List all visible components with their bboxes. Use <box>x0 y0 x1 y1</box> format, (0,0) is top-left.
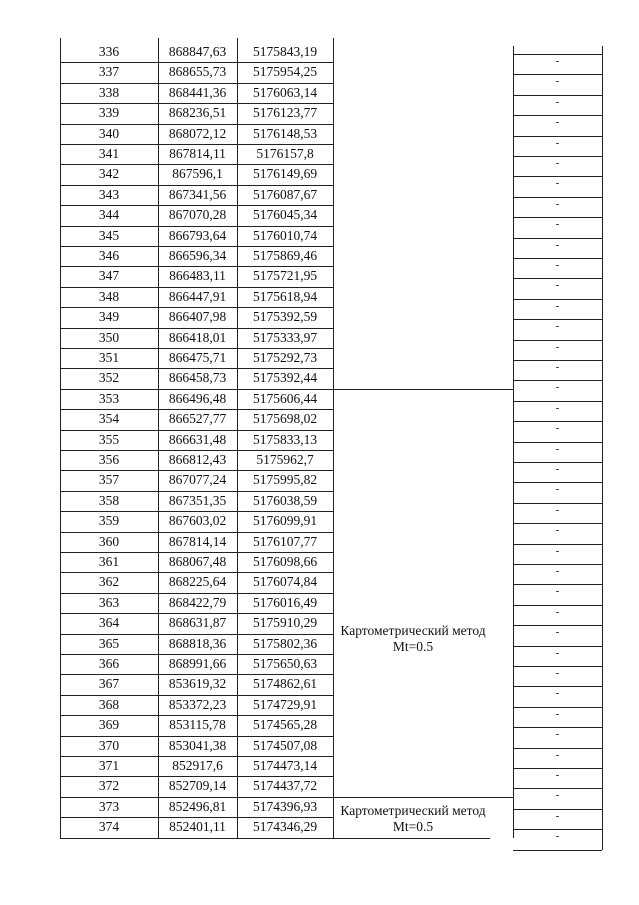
y-coordinate: 5174729,91 <box>252 696 318 712</box>
x-coordinate: 867814,11 <box>169 146 226 161</box>
x-coordinate: 866418,01 <box>168 329 227 345</box>
y-coordinate: 5176098,66 <box>252 554 318 569</box>
point-number: 374 <box>98 819 120 835</box>
dash-cell: - <box>555 524 560 537</box>
x-coordinate: 866631,48 <box>168 431 227 447</box>
method-name: Картометрический метод <box>340 802 486 818</box>
dash-cell: - <box>555 95 560 108</box>
point-number: 352 <box>98 370 120 386</box>
x-coordinate: 853372,23 <box>168 696 227 712</box>
dash-cell: - <box>555 769 560 781</box>
dash-cell: - <box>555 646 560 659</box>
x-coordinate: 867077,24 <box>168 472 227 488</box>
dash-cell: - <box>555 238 560 251</box>
x-coordinate: 853115,78 <box>169 717 226 733</box>
dash-cell: - <box>555 422 560 435</box>
y-coordinate: 5174862,61 <box>252 676 318 692</box>
y-coordinate: 5175802,36 <box>252 635 318 651</box>
x-coordinate: 868991,66 <box>168 656 227 671</box>
x-coordinate: 868236,51 <box>168 105 227 121</box>
x-coordinate: 852917,6 <box>172 758 223 773</box>
dash-cell: - <box>555 442 560 455</box>
point-number: 358 <box>98 492 120 508</box>
y-coordinate: 5176099,91 <box>252 513 318 529</box>
x-coordinate: 868225,64 <box>168 574 227 590</box>
y-coordinate: 5175650,63 <box>252 656 318 671</box>
point-number: 346 <box>98 248 120 263</box>
y-coordinate: 5176016,49 <box>252 594 318 610</box>
x-coordinate: 867070,28 <box>168 207 227 223</box>
point-number: 340 <box>98 125 120 141</box>
y-coordinate: 5174507,08 <box>252 737 318 753</box>
y-coordinate: 5176087,67 <box>252 186 318 202</box>
x-coordinate: 866812,43 <box>168 452 227 467</box>
row-rule <box>60 838 333 839</box>
x-coordinate: 868422,79 <box>168 594 227 610</box>
x-coordinate: 852496,81 <box>168 798 227 814</box>
x-coordinate: 853041,38 <box>168 737 227 753</box>
dash-cell: - <box>555 667 560 679</box>
y-coordinate: 5176107,77 <box>252 533 318 549</box>
dash-cell: - <box>555 789 560 802</box>
x-coordinate: 866447,91 <box>168 288 227 304</box>
point-number: 343 <box>98 186 120 202</box>
x-coordinate: 868067,48 <box>168 554 227 569</box>
y-coordinate: 5176148,53 <box>252 125 318 141</box>
method-name: Картометрический метод <box>340 623 486 639</box>
x-coordinate: 868818,36 <box>168 635 227 651</box>
y-coordinate: 5176010,74 <box>252 227 318 243</box>
point-number: 363 <box>98 594 120 610</box>
point-number: 367 <box>98 676 120 692</box>
method-block-rule <box>333 838 490 839</box>
vertical-rule <box>602 46 603 850</box>
y-coordinate: 5176074,84 <box>252 574 318 590</box>
dash-cell: - <box>555 748 560 761</box>
point-number: 351 <box>98 350 120 365</box>
accuracy-value: Mt=0.5 <box>392 818 434 834</box>
y-coordinate: 5176123,77 <box>252 105 318 121</box>
dash-cell: - <box>555 116 560 129</box>
dash-cell: - <box>555 320 560 333</box>
y-coordinate: 5176045,34 <box>252 207 318 223</box>
y-coordinate: 5175962,7 <box>256 452 314 467</box>
dash-cell: - <box>555 361 560 373</box>
method-note <box>333 623 493 655</box>
y-coordinate: 5175618,94 <box>252 288 318 304</box>
dash-cell: - <box>555 340 560 353</box>
point-number: 364 <box>98 615 120 631</box>
dash-cell: - <box>555 728 560 741</box>
point-number: 349 <box>98 309 120 325</box>
dash-cell: - <box>555 55 560 67</box>
y-coordinate: 5176063,14 <box>252 84 318 100</box>
x-coordinate: 866407,98 <box>168 309 227 325</box>
dash-cell: - <box>555 218 560 231</box>
point-number: 373 <box>98 798 120 814</box>
point-number: 360 <box>98 533 120 549</box>
y-coordinate: 5175333,97 <box>252 329 318 345</box>
y-coordinate: 5174346,29 <box>252 819 318 835</box>
x-coordinate: 866475,71 <box>168 350 227 365</box>
dash-cell: - <box>555 136 560 149</box>
y-coordinate: 5176149,69 <box>252 166 318 182</box>
point-number: 356 <box>98 452 120 467</box>
accuracy-value: Mt=0.5 <box>392 639 434 655</box>
dash-cell: - <box>555 585 560 598</box>
y-coordinate: 5175392,44 <box>252 370 318 386</box>
y-coordinate: 5175606,44 <box>252 390 318 406</box>
x-coordinate: 866793,64 <box>168 227 227 243</box>
x-coordinate: 867603,02 <box>168 513 227 529</box>
point-number: 370 <box>98 737 120 753</box>
dash-cell: - <box>555 259 560 271</box>
dash-cell: - <box>555 279 560 292</box>
y-coordinate: 5174565,28 <box>252 717 318 733</box>
dash-cell: - <box>555 830 560 843</box>
dash-cell: - <box>555 626 560 639</box>
point-number: 344 <box>98 207 120 223</box>
point-number: 366 <box>98 656 120 671</box>
x-coordinate: 866596,34 <box>168 248 227 263</box>
dash-cell: - <box>555 809 560 822</box>
dash-cell: - <box>555 197 560 210</box>
y-coordinate: 5175910,29 <box>252 615 318 631</box>
y-coordinate: 5175833,13 <box>252 431 318 447</box>
dash-cell: - <box>555 177 560 190</box>
x-coordinate: 867596,1 <box>172 166 223 182</box>
point-number: 371 <box>98 758 120 773</box>
y-coordinate: 5176157,8 <box>256 146 314 161</box>
method-note <box>333 803 493 835</box>
x-coordinate: 866527,77 <box>168 411 227 427</box>
dash-cell: - <box>555 75 560 88</box>
x-coordinate: 868072,12 <box>168 125 227 141</box>
point-number: 347 <box>98 268 120 284</box>
y-coordinate: 5174396,93 <box>252 798 318 814</box>
y-coordinate: 5175698,02 <box>252 411 318 427</box>
x-coordinate: 868847,63 <box>168 44 227 59</box>
x-coordinate: 853619,32 <box>168 676 227 692</box>
x-coordinate: 867341,56 <box>168 186 227 202</box>
dash-cell: - <box>555 483 560 496</box>
y-coordinate: 5175954,25 <box>252 64 318 80</box>
point-number: 338 <box>98 84 120 100</box>
y-coordinate: 5175292,73 <box>252 350 318 365</box>
point-number: 348 <box>98 288 120 304</box>
x-coordinate: 866458,73 <box>168 370 227 386</box>
vertical-rule <box>333 38 334 838</box>
point-number: 362 <box>98 574 120 590</box>
point-number: 355 <box>98 431 120 447</box>
dash-row-rule <box>513 850 602 851</box>
point-number: 359 <box>98 513 120 529</box>
dash-cell: - <box>555 299 560 312</box>
point-number: 368 <box>98 696 120 712</box>
point-number: 336 <box>98 44 120 59</box>
x-coordinate: 868655,73 <box>168 64 227 80</box>
dash-cell: - <box>555 463 560 475</box>
dash-cell: - <box>555 707 560 720</box>
dash-cell: - <box>555 687 560 700</box>
dash-cell: - <box>555 401 560 414</box>
y-coordinate: 5175721,95 <box>252 268 318 284</box>
point-number: 350 <box>98 329 120 345</box>
dash-cell: - <box>555 157 560 169</box>
method-block-rule <box>333 389 513 390</box>
x-coordinate: 866483,11 <box>169 268 226 284</box>
x-coordinate: 867814,14 <box>168 533 227 549</box>
y-coordinate: 5175392,59 <box>252 309 318 325</box>
point-number: 345 <box>98 227 120 243</box>
dash-cell: - <box>555 605 560 618</box>
dash-cell: - <box>555 565 560 577</box>
dash-cell: - <box>555 544 560 557</box>
dash-cell: - <box>555 503 560 516</box>
y-coordinate: 5176038,59 <box>252 492 318 508</box>
point-number: 365 <box>98 635 120 651</box>
point-number: 341 <box>98 146 120 161</box>
point-number: 357 <box>98 472 120 488</box>
dash-cell: - <box>555 381 560 394</box>
point-number: 354 <box>98 411 120 427</box>
y-coordinate: 5175843,19 <box>252 44 318 59</box>
x-coordinate: 866496,48 <box>168 390 227 406</box>
point-number: 361 <box>98 554 120 569</box>
y-coordinate: 5174473,14 <box>252 758 318 773</box>
x-coordinate: 852401,11 <box>169 819 226 835</box>
point-number: 342 <box>98 166 120 182</box>
x-coordinate: 867351,35 <box>168 492 227 508</box>
method-block-rule <box>333 797 513 798</box>
point-number: 372 <box>98 778 120 794</box>
x-coordinate: 868441,36 <box>168 84 227 100</box>
x-coordinate: 868631,87 <box>168 615 227 631</box>
point-number: 339 <box>98 105 120 121</box>
y-coordinate: 5174437,72 <box>252 778 318 794</box>
y-coordinate: 5175869,46 <box>252 248 318 263</box>
point-number: 353 <box>98 390 120 406</box>
y-coordinate: 5175995,82 <box>252 472 318 488</box>
point-number: 369 <box>98 717 120 733</box>
x-coordinate: 852709,14 <box>168 778 227 794</box>
point-number: 337 <box>98 64 120 80</box>
